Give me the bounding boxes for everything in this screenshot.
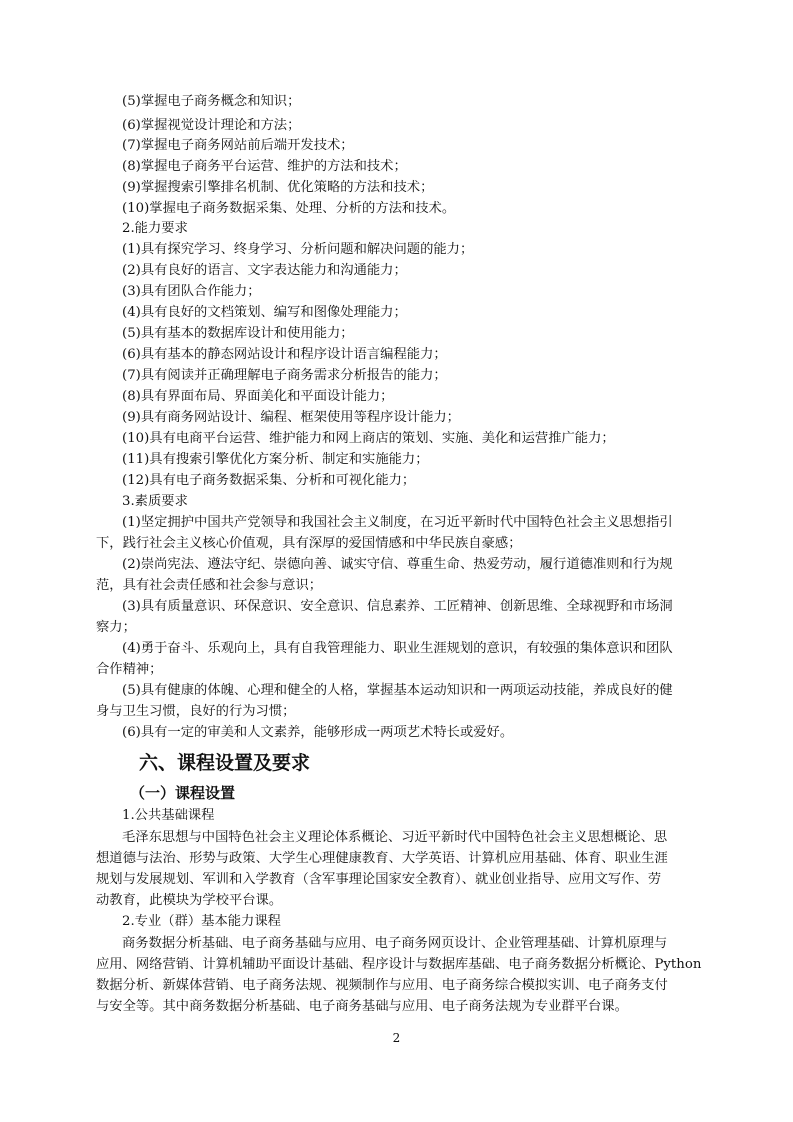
public-courses-heading: 1.公共基础课程	[122, 808, 215, 823]
ability-item: (8)具有界面布局、界面美化和平面设计能力；	[122, 389, 394, 404]
paragraph-line: 应用、网络营销、计算机辅助平面设计基础、程序设计与数据库基础、电子商务数据分析概论、Python	[96, 957, 702, 972]
paragraph-line: 与安全等。其中商务数据分析基础、电子商务基础与应用、电子商务法规为专业群平台课。	[96, 999, 628, 1014]
section-title: 六、课程设置及要求	[139, 752, 311, 774]
ability-item: (5)具有基本的数据库设计和使用能力；	[122, 326, 354, 341]
quality-item-line2: 身与卫生习惯，良好的行为习惯；	[96, 704, 296, 719]
ability-item: (10)具有电商平台运营、维护能力和网上商店的策划、实施、美化和运营推广能力；	[122, 431, 615, 446]
ability-item: (6)具有基本的静态网站设计和程序设计语言编程能力；	[122, 347, 447, 362]
ability-heading: 2.能力要求	[122, 221, 188, 236]
ability-item: (3)具有团队合作能力；	[122, 284, 261, 299]
knowledge-item: (5)掌握电子商务概念和知识；	[122, 94, 301, 109]
paragraph-line: 商务数据分析基础、电子商务基础与应用、电子商务网页设计、企业管理基础、计算机原理与	[122, 936, 668, 951]
ability-item: (1)具有探究学习、终身学习、分析问题和解决问题的能力；	[122, 242, 474, 257]
quality-item-line2: 察力；	[96, 620, 136, 635]
paragraph-line: 数据分析、新媒体营销、电子商务法规、视频制作与应用、电子商务综合模拟实训、电子商务支付	[96, 978, 668, 993]
quality-item-line1: (2)崇尚宪法、遵法守纪、崇德向善、诚实守信、尊重生命、热爱劳动，履行道德准则和行为规	[122, 557, 673, 572]
quality-item-line1: (4)勇于奋斗、乐观向上，具有自我管理能力、职业生涯规划的意识，有较强的集体意识和团队	[122, 641, 673, 656]
quality-item-line2: 范，具有社会责任感和社会参与意识；	[96, 578, 323, 593]
ability-item: (4)具有良好的文档策划、编写和图像处理能力；	[122, 305, 407, 320]
paragraph-line: 想道德与法治、形势与政策、大学生心理健康教育、大学英语、计算机应用基础、体育、职业生涯	[96, 851, 668, 866]
page-number: 2	[392, 1031, 401, 1045]
paragraph-line: 动教育，此模块为学校平台课。	[96, 893, 283, 908]
subsection-title: （一）课程设置	[130, 784, 236, 802]
ability-item: (7)具有阅读并正确理解电子商务需求分析报告的能力；	[122, 368, 447, 383]
knowledge-item: (10)掌握电子商务数据采集、处理、分析的方法和技术。	[122, 201, 456, 216]
ability-item: (2)具有良好的语言、文字表达能力和沟通能力；	[122, 263, 407, 278]
ability-item: (9)具有商务网站设计、编程、框架使用等程序设计能力；	[122, 410, 460, 425]
professional-courses-heading: 2.专业（群）基本能力课程	[122, 914, 281, 929]
ability-item: (11)具有搜索引擎优化方案分析、制定和实施能力；	[122, 452, 429, 467]
quality-heading: 3.素质要求	[122, 494, 188, 509]
knowledge-item: (8)掌握电子商务平台运营、维护的方法和技术；	[122, 159, 407, 174]
quality-item-line1: (3)具有质量意识、环保意识、安全意识、信息素养、工匠精神、创新思维、全球视野和市场洞	[122, 599, 673, 614]
quality-item-line1: (6)具有一定的审美和人文素养，能够形成一两项艺术特长或爱好。	[122, 725, 514, 740]
paragraph-line: 毛泽东思想与中国特色社会主义理论体系概论、习近平新时代中国特色社会主义思想概论、思	[122, 830, 668, 845]
quality-item-line2: 合作精神；	[96, 662, 163, 677]
quality-item-line1: (5)具有健康的体魄、心理和健全的人格，掌握基本运动知识和一两项运动技能，养成良好的健	[122, 683, 673, 698]
knowledge-item: (6)掌握视觉设计理论和方法；	[122, 118, 301, 133]
quality-item-line1: (1)坚定拥护中国共产党领导和我国社会主义制度，在习近平新时代中国特色社会主义思想指引	[122, 515, 673, 530]
paragraph-line: 规划与发展规划、军训和入学教育（含军事理论国家安全教育）、就业创业指导、应用文写作、劳	[96, 872, 662, 887]
knowledge-item: (7)掌握电子商务网站前后端开发技术；	[122, 138, 354, 153]
quality-item-line2: 下，践行社会主义核心价值观，具有深厚的爱国情感和中华民族自豪感；	[96, 536, 522, 551]
ability-item: (12)具有电子商务数据采集、分析和可视化能力；	[122, 473, 416, 488]
knowledge-item: (9)掌握搜索引擎排名机制、优化策略的方法和技术；	[122, 180, 434, 195]
